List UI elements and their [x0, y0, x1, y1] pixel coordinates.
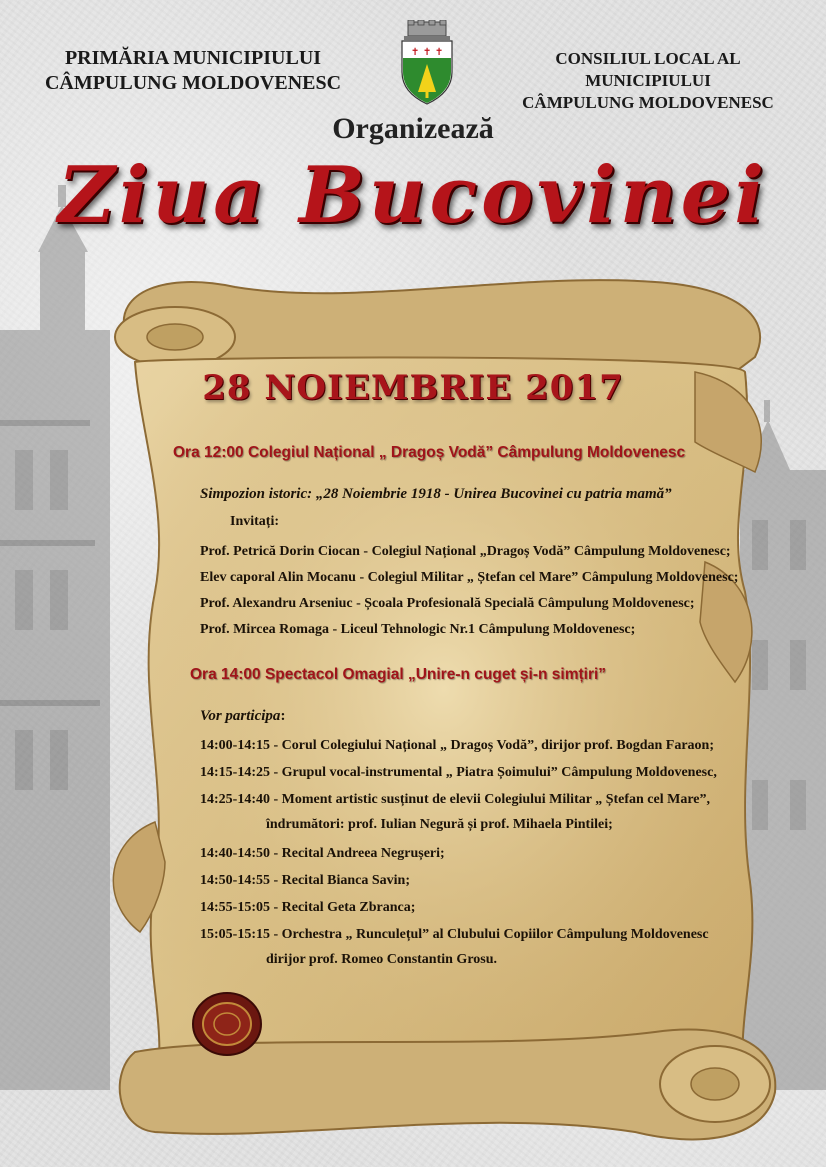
event-date: 28 NOIEMBRIE 2017 [202, 368, 624, 408]
city-hall-header [18, 46, 368, 96]
program-item: 14:55-15:05 - Recital Geta Zbranca; [200, 900, 416, 915]
city-coat-of-arms-icon [398, 20, 456, 106]
program-item-continuation: dirijor prof. Romeo Constantin Grosu. [266, 952, 498, 967]
guest-item: Elev caporal Alin Mocanu - Colegiul Militar „ Ștefan cel Mare” Câmpulung Moldovenesc; [200, 570, 739, 585]
program-item: 14:15-14:25 - Grupul vocal-instrumental „ Piatra Șoimului” Câmpulung Moldovenesc, [200, 765, 717, 780]
svg-text:✝: ✝ [423, 47, 432, 58]
program-item: 14:25-14:40 - Moment artistic susținut de elevii Colegiului Militar „ Ștefan cel Mare”, [200, 792, 711, 807]
guests-label: Invitați: [230, 514, 279, 529]
section-2-heading: Ora 14:00 Spectacol Omagial „Unire-n cuget și-n simțiri” [190, 666, 607, 683]
participants-label: Vor participa [200, 708, 281, 724]
program-item: 15:05-15:15 - Orchestra „ Runculețul” al Clubului Copiilor Câmpulung Moldovenesc [200, 927, 709, 942]
section-1-heading: Ora 12:00 Colegiul Național „ Dragoș Vodă” Câmpulung Moldovenesc [173, 444, 686, 461]
local-council-line-2: CÂMPULUNG MOLDOVENESC [522, 93, 774, 112]
svg-text:✝: ✝ [435, 47, 444, 58]
program-item: 14:40-14:50 - Recital Andreea Negrușeri; [200, 846, 445, 861]
guest-item: Prof. Alexandru Arseniuc - Școala Profesională Specială Câmpulung Moldovenesc; [200, 596, 695, 611]
organizer-label: Organizează [332, 112, 494, 145]
guest-item: Prof. Mircea Romaga - Liceul Tehnologic Nr.1 Câmpulung Moldovenesc; [200, 622, 636, 637]
svg-text:✝: ✝ [411, 47, 420, 58]
local-council-line-1: CONSILIUL LOCAL AL MUNICIPIULUI [555, 49, 741, 90]
participants-colon: : [280, 708, 286, 724]
symposium-subtitle: Simpozion istoric: „28 Noiembrie 1918 - Unirea Bucovinei cu patria mamă” [200, 486, 672, 502]
local-council-header [492, 48, 804, 114]
program-item: 14:00-14:15 - Corul Colegiului Național „ Dragoș Vodă”, dirijor prof. Bogdan Faraon; [200, 738, 715, 753]
city-hall-line-2: CÂMPULUNG MOLDOVENESC [44, 72, 342, 94]
wax-seal-icon [190, 990, 264, 1058]
program-item: 14:50-14:55 - Recital Bianca Savin; [200, 873, 410, 888]
program-item-continuation: îndrumători: prof. Iulian Negură și prof. Mihaela Pintilei; [266, 817, 613, 832]
participants-heading [200, 708, 285, 725]
event-title: Ziua Bucovinei [57, 150, 769, 241]
city-hall-line-1: PRIMĂRIA MUNICIPIULUI [64, 47, 322, 69]
guest-item: Prof. Petrică Dorin Ciocan - Colegiul Național „Dragoș Vodă” Câmpulung Moldovenesc; [200, 544, 731, 559]
